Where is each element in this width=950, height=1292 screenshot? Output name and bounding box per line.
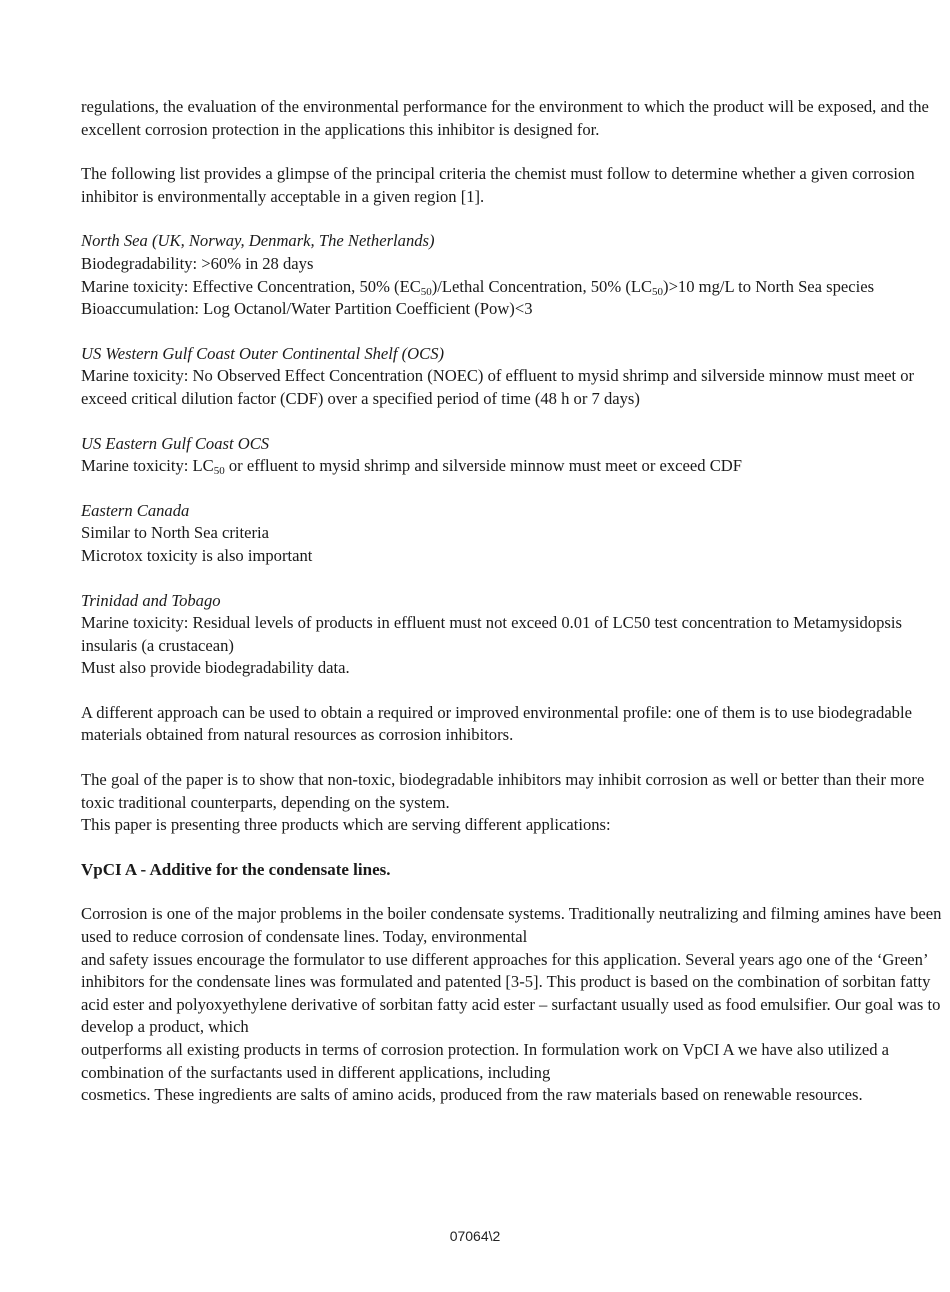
trinidad-heading: Trinidad and Tobago	[81, 590, 221, 610]
section-eastern-canada	[81, 500, 931, 568]
vpci-a-body-part2: and safety issues encourage the formulator to use different approaches for this application. Several years ago one of the ‘Green’ inhibitors for the condensate lines was formulated and patented [3-5]. This product is based on the combination of sorbitan fatty acid ester and polyoxyethylene derivative of sorbitan fatty acid ester – surfactant usually used as food emulsifier. Our goal was to develop a product, which	[81, 949, 941, 1037]
vpci-a-body-part4: cosmetics. These ingredients are salts of amino acids, produced from the raw materials based on renewable resources.	[81, 1085, 863, 1105]
us-eastern-marine-toxicity: Marine toxicity: $LC_{50}$ or effluent to mysid shrimp and silverside minnow must meet or exceed CDF	[81, 456, 742, 478]
vpci-a-body	[81, 903, 950, 1106]
eastern-canada-heading: Eastern Canada	[81, 500, 190, 520]
us-western-heading: US Western Gulf Coast Outer Continental Shelf (OCS)	[81, 343, 445, 363]
eastern-canada-line1: Similar to North Sea criteria	[81, 523, 270, 543]
section-trinidad	[81, 590, 931, 680]
trinidad-biodegradability: Must also provide biodegradability data.	[81, 658, 350, 678]
north-sea-heading: North Sea (UK, Norway, Denmark, The Netherlands)	[81, 231, 435, 251]
criteria-intro-paragraph: The following list provides a glimpse of the principal criteria the chemist must follow to determine whether a given corrosion inhibitor is environmentally acceptable in a given region [1].	[81, 164, 915, 206]
intro-paragraph: regulations, the evaluation of the environmental performance for the environment to which the product will be exposed, and the excellent corrosion protection in the applications this inhibitor is designed for.	[81, 97, 929, 139]
page-footer-number: 07064\2	[449, 1228, 501, 1244]
north-sea-bioaccumulation: Bioaccumulation: Log Octanol/Water Partition Coefficient (Pow)<3	[81, 299, 533, 319]
us-western-marine-toxicity: Marine toxicity: No Observed Effect Concentration (NOEC) of effluent to mysid shrimp and silverside minnow must meet or exceed critical dilution factor (CDF) over a specified period of time (48 h or 7 days)	[81, 366, 915, 408]
document-page	[81, 96, 942, 1107]
goal-block	[81, 769, 931, 837]
products-paragraph: This paper is presenting three products which are serving different applications:	[81, 815, 611, 835]
vpci-a-body-part1: Corrosion is one of the major problems in the boiler condensate systems. Traditionally neutralizing and filming amines have been used to reduce corrosion of condensate lines. Today, environmental	[81, 904, 942, 947]
section-north-sea	[81, 230, 931, 320]
vpci-a-heading: VpCI A - Additive for the condensate lines.	[81, 859, 391, 879]
section-us-eastern-gulf	[81, 433, 931, 478]
section-us-western-gulf	[81, 343, 931, 411]
north-sea-biodegradability: Biodegradability: >60% in 28 days	[81, 253, 314, 273]
north-sea-marine-toxicity: Marine toxicity: Effective Concentration, 50% $(EC_{50})$/Lethal Concentration, 50% $(LC_{50})>10$ mg/L to North Sea species	[81, 276, 875, 298]
approach-paragraph: A different approach can be used to obtain a required or improved environmental profile: one of them is to use biodegradable materials obtained from natural resources as corrosion inhibitors.	[81, 702, 912, 745]
vpci-a-body-part3: outperforms all existing products in terms of corrosion protection. In formulation work on VpCI A we have also utilized a combination of the surfactants used in different applications, including	[81, 1040, 890, 1082]
goal-paragraph: The goal of the paper is to show that non-toxic, biodegradable inhibitors may inhibit corrosion as well or better than their more toxic traditional counterparts, depending on the system.	[81, 770, 925, 812]
trinidad-marine-toxicity: Marine toxicity: Residual levels of products in effluent must not exceed 0.01 of LC50 test concentration to Metamysidopsis insularis (a crustacean)	[81, 613, 902, 655]
us-eastern-heading: US Eastern Gulf Coast OCS	[81, 433, 270, 453]
eastern-canada-line2: Microtox toxicity is also important	[81, 545, 313, 565]
